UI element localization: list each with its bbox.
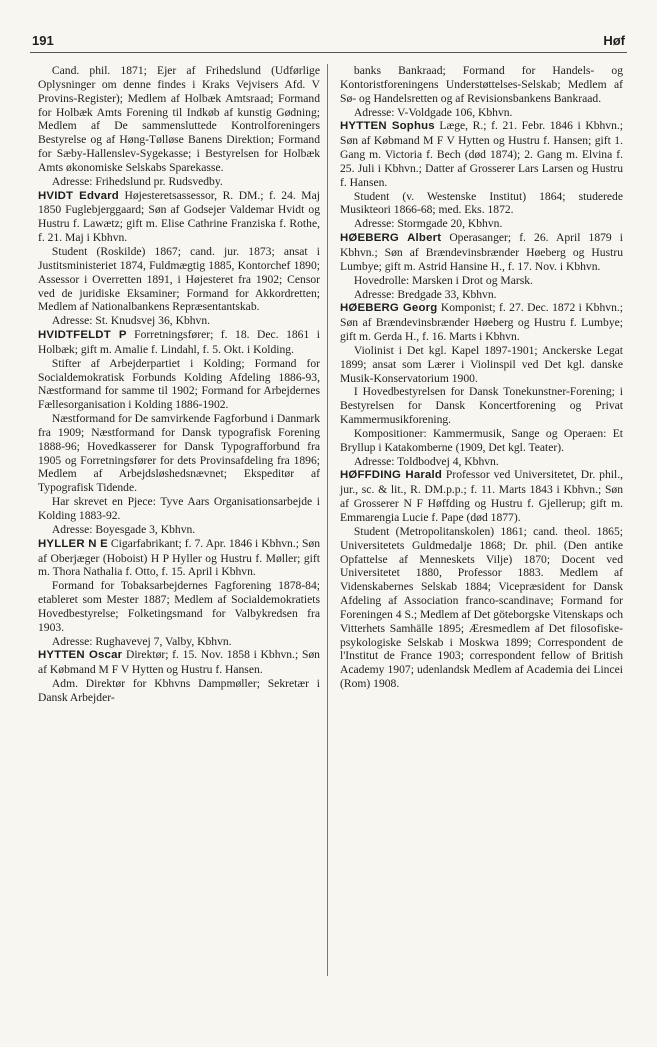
entry-paragraph: Student (v. Westenske Institut) 1864; studerede Musikteori 1866-68; med. Eks. 1872.	[340, 189, 623, 217]
entry-paragraph: Adresse: Toldbodvej 4, Kbhvn.	[353, 454, 499, 468]
entry-heading	[340, 468, 623, 524]
entry-paragraph: Cand. phil. 1871; Ejer af Frihedslund (Udførlige Oplysninger om denne findes i Kraks Vejvisers Afd. V Provins-Register); Medlem af Holbæk Amtsraad; Formand for Holbæk Amts Forening til Indkøb af kunstig Gødning; Medlem af De sammensluttede Kontrolforeningers Bestyrelse og af Høng-Tølløse Banens Direktion; Formand for Sæby-Hallenslev-Sygekasse; i Bestyrelsen for Holbæk Amts økonomiske Selskabs Sparekasse.	[38, 64, 320, 174]
entry-lead: Professor ved Universitetet, Dr. phil., jur., sc. & lit., R. DM.p.p.; f. 11. Marts 1843 i Kbhvn.; Søn af Grosserer N F Høffding og Hustru f. Gjellerup; gift m. Emmarengia Lucie f. Pape (død 1877).	[340, 468, 623, 524]
entry-name: HVIDTFELDT P	[38, 329, 127, 342]
entry-paragraph: Adresse: V-Voldgade 106, Kbhvn.	[353, 105, 513, 119]
entry-hyller	[38, 537, 320, 649]
entry-lead: Cigarfabrikant; f. 7. Apr. 1846 i Kbhvn.; Søn af Oberjæger (Hoboist) H P Hyller og Hustru f. Møller; gift m. Thora Nathalia f. Otto, f. 15. April i Kbhvn.	[38, 536, 320, 579]
entry-paragraph: Kompositioner: Kammermusik, Sange og Operaen: Et Bryllup i Katakomberne (1909, Det kgl. Teater).	[340, 426, 623, 454]
entry-lead: Læge, R.; f. 21. Febr. 1846 i Kbhvn.; Søn af Købmand M F V Hytten og Hustru f. Hansen; gift 1. Gang m. Victoria f. Bech (død 1874); 2. Gang m. Elvina f. 25. Juli i Kbhvn.; Datter af Grosserer Lars Larsen og Hustru f. Hansen.	[340, 119, 624, 189]
entry-heading	[340, 301, 623, 344]
entry-paragraph: Adm. Direktør for Kbhvns Dampmøller; Sekretær i Dansk Arbejder-	[38, 677, 320, 704]
entry-lead: Komponist; f. 27. Dec. 1872 i Kbhvn.; Søn af Brændevinsbrænder Høeberg og Hustru f. Lumbye; gift m. Gerda H., f. 16. Marts i Kbhvn.	[340, 301, 623, 344]
entry-paragraph: Adresse: Rughavevej 7, Valby, Kbhvn.	[51, 634, 232, 648]
entry-paragraph: Næstformand for De samvirkende Fagforbund i Danmark fra 1909; Næstformand for Dansk typografisk Forening 1888-96; Hovedkasserer for Dansk Typografforbund fra 1905 og Forretningsfører for dets Provinsafdeling fra 1896; Medlem af Arbejdsløshedsnævnet; Ekspeditør af Typografisk Tidende.	[38, 412, 320, 495]
entry-lead: Direktør; f. 15. Nov. 1858 i Kbhvn.; Søn af Købmand M F V Hytten og Hustru f. Hansen.	[38, 648, 320, 677]
entry-paragraph: Formand for Tobaksarbejdernes Fagforening 1878-84; etableret som Mester 1887; Medlem af Socialdemokratiets Hovedbestyrelse; Folketingsmand for Valbykredsen fra 1903.	[38, 579, 320, 634]
entry-paragraph: Hovedrolle: Marsken i Drot og Marsk.	[353, 273, 533, 287]
entry-hytten-oscar	[38, 648, 320, 704]
entry-paragraph: Violinist i Det kgl. Kapel 1897-1901; Anckerske Legat 1899; ansat som Lærer i Violinspil ved Det kgl. danske Musik-Konservatorium 1900.	[340, 343, 623, 385]
entry-paragraph: Student (Roskilde) 1867; cand. jur. 1873; ansat i Justitsministeriet 1874, Fuldmægtig 1885, Kontorchef 1890; Assessor i Overretten 1891, i Højesteret fra 1902; Censor ved de juridiske Eksaminer; Formand for Akkordretten; Medlem af Nationalbankens Repræsentantskab.	[38, 244, 320, 314]
entry-paragraph: Student (Metropolitanskolen) 1861; cand. theol. 1865; Universitetets Guldmedalje 1868; Dr. phil. (Den antike Opfattelse af Menneskets Vilje) 1870; Docent ved Universitetet 1880, Professor 1883. Medlem af Videnskabernes Selskab 1884; Vicepræsident for Dansk Afdeling af Association franco-scandinave; Formand for Foreningen 4 S.; Medlem af Det göteborgske Vitenskaps och Vitterhets Samhälle 1895; Æresmedlem af Det filosofiske-psykologiske Selskab i Moskwa 1899; Correspondent de l'Institut de France 1903; correspondent fellow of British Academy 1907; udenlandsk Medlem af Academia dei Lincei (Rom) 1908.	[340, 524, 623, 691]
entry-hoeffding	[340, 468, 623, 691]
column-divider	[327, 64, 328, 976]
right-column	[340, 64, 623, 691]
entry-paragraph: Adresse: Bredgade 33, Kbhvn.	[353, 287, 497, 301]
left-column	[38, 64, 320, 705]
entry-heading	[38, 537, 320, 580]
entry-cont	[38, 64, 320, 189]
entry-lead: Forretningsfører; f. 18. Dec. 1861 i Holbæk; gift m. Amalie f. Lindahl, f. 5. Okt. i Kolding.	[38, 328, 320, 356]
entry-name: HYTTEN Oscar	[38, 649, 123, 662]
entry-name: HYTTEN Sophus	[340, 120, 435, 133]
entry-heading	[340, 119, 623, 189]
running-head: Høf	[603, 33, 625, 48]
entry-lead: Operasanger; f. 26. April 1879 i Kbhvn.; Søn af Brændevinsbrænder Høeberg og Hustru Lumbye; gift m. Astrid Hansine H., f. 17. Nov. i Kbhvn.	[340, 231, 624, 273]
entry-heading	[38, 328, 320, 357]
entry-hoeberg-albert	[340, 231, 623, 301]
entry-hvidtfeldt	[38, 328, 320, 537]
entry-paragraph: I Hovedbestyrelsen for Dansk Tonekunstner-Forening; i Bestyrelsen for Dansk Koncertforening og Privat Kammermusikforening.	[340, 385, 623, 427]
entry-name: HYLLER N E	[38, 537, 108, 550]
entry-name: HØFFDING Harald	[340, 469, 443, 482]
entry-heading	[38, 189, 320, 245]
entry-lead: Højesteretsassessor, R. DM.; f. 24. Maj 1850 Fuglebjerggaard; Søn af Godsejer Valdemar Hvidt og Hustru f. Lawætz; gift m. Elise Cathrine Franziska f. Rothe, f. 21. Maj i Kbhvn.	[38, 188, 320, 245]
entry-paragraph: Adresse: St. Knudsvej 36, Kbhvn.	[51, 314, 211, 328]
entry-hvidt	[38, 189, 320, 328]
entry-paragraph: Adresse: Stormgade 20, Kbhvn.	[353, 217, 503, 231]
entry-heading	[38, 648, 320, 677]
entry-name: HØEBERG Georg	[340, 302, 438, 315]
page-header	[30, 30, 627, 53]
entry-paragraph: Adresse: Frihedslund pr. Rudsvedby.	[51, 174, 223, 188]
entry-hytten-sophus	[340, 119, 623, 231]
entry-name: HVIDT Edvard	[38, 189, 119, 202]
entry-paragraph: Adresse: Boyesgade 3, Kbhvn.	[51, 522, 196, 536]
page-number: 191	[32, 33, 54, 48]
entry-paragraph: banks Bankraad; Formand for Handels- og Kontoristforeningens Understøttelses-Selskab; Medlem af Sø- og Handelsretten og af Revisionsbankens Bankraad.	[340, 64, 623, 105]
entry-heading	[340, 231, 623, 274]
entry-paragraph: Stifter af Arbejderpartiet i Kolding; Formand for Socialdemokratisk Forbunds Kolding Afdeling 1886-93, Næstformand for samme til 1902; Formand for Arbejdernes Fællesorganisation i Kolding 1886-1902.	[38, 356, 320, 412]
entry-cont2	[340, 64, 623, 119]
entry-paragraph: Har skrevet en Pjece: Tyve Aars Organisationsarbejde i Kolding 1883-92.	[38, 495, 320, 522]
entry-name: HØEBERG Albert	[340, 232, 442, 245]
entry-hoeberg-georg	[340, 301, 623, 468]
